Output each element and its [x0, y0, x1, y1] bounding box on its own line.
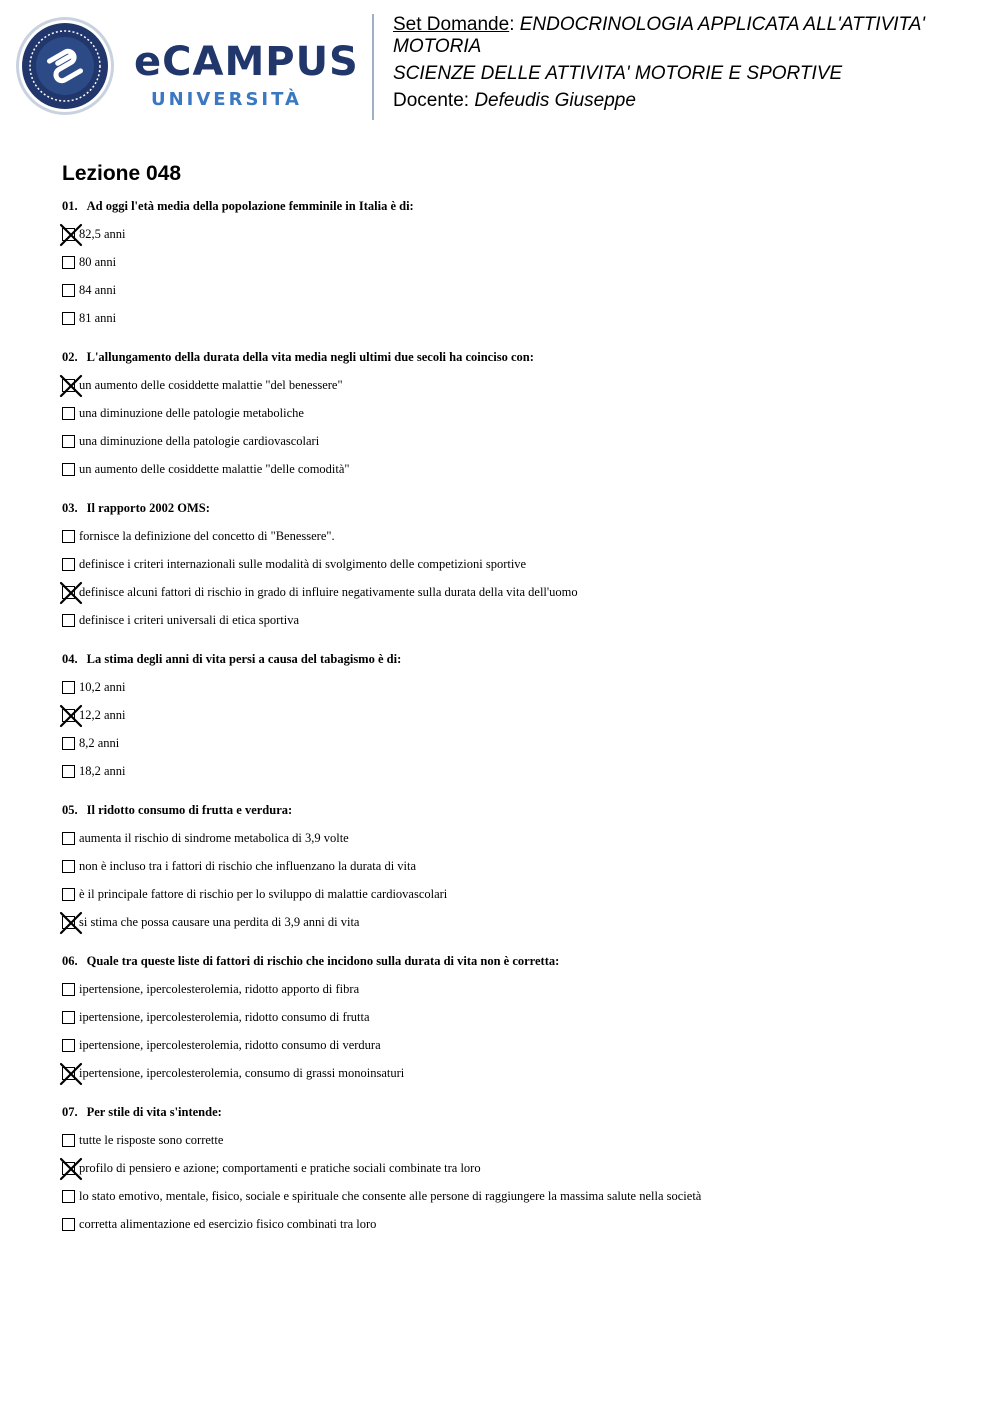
question-number: 05. [62, 803, 78, 817]
answer-text: una diminuzione delle patologie metaboliche [79, 405, 304, 420]
answer-text: ipertensione, ipercolesterolemia, ridotto apporto di fibra [79, 981, 360, 996]
logo-wordmark: eCAMPUS [134, 39, 359, 85]
question-number: 02. [62, 350, 78, 364]
answer-checkbox[interactable] [62, 530, 75, 543]
question-body: Per stile di vita s'intende: [86, 1105, 222, 1119]
question-text [62, 347, 962, 367]
answer-option[interactable] [62, 276, 962, 304]
answer-option[interactable] [62, 729, 962, 757]
answer-option[interactable] [62, 220, 962, 248]
set-title-continuation: MOTORIA [393, 36, 482, 57]
answer-text: un aumento delle cosiddette malattie "delle comodità" [79, 461, 350, 476]
question-block [62, 347, 962, 498]
answer-text: è il principale fattore di rischio per lo sviluppo di malattie cardiovascolari [79, 886, 448, 901]
question-text [62, 1102, 962, 1122]
set-separator: : [509, 14, 520, 35]
answer-option[interactable] [62, 880, 962, 908]
answer-checkbox[interactable] [62, 463, 75, 476]
question-number: 07. [62, 1105, 78, 1119]
answer-checkbox[interactable] [62, 1190, 75, 1203]
set-title-line [393, 14, 983, 36]
answer-checkbox[interactable] [62, 737, 75, 750]
answer-checkbox[interactable] [62, 832, 75, 845]
answer-text: definisce i criteri universali di etica sportiva [79, 612, 300, 627]
answer-text: un aumento delle cosiddette malattie "del benessere" [79, 377, 343, 392]
cross-mark-icon [60, 1063, 82, 1085]
answer-checkbox[interactable] [62, 614, 75, 627]
answer-option[interactable] [62, 757, 962, 785]
answer-option[interactable] [62, 606, 962, 634]
answer-text: 18,2 anni [79, 763, 126, 778]
answer-checkbox[interactable] [62, 860, 75, 873]
question-number: 04. [62, 652, 78, 666]
ecampus-seal-icon [14, 16, 116, 116]
question-text [62, 951, 962, 971]
answer-checkbox-checked[interactable] [62, 916, 75, 929]
answer-option[interactable] [62, 908, 962, 936]
answer-option[interactable] [62, 399, 962, 427]
answer-text: 80 anni [79, 254, 117, 269]
answer-option[interactable] [62, 1126, 962, 1154]
answer-checkbox[interactable] [62, 558, 75, 571]
answer-option[interactable] [62, 852, 962, 880]
answer-option[interactable] [62, 304, 962, 332]
answer-checkbox[interactable] [62, 284, 75, 297]
question-body: Il ridotto consumo di frutta e verdura: [86, 803, 293, 817]
answer-checkbox[interactable] [62, 1134, 75, 1147]
answer-text: ipertensione, ipercolesterolemia, ridotto consumo di frutta [79, 1009, 370, 1024]
question-block [62, 196, 962, 347]
answer-checkbox[interactable] [62, 1011, 75, 1024]
answer-checkbox[interactable] [62, 435, 75, 448]
answer-checkbox[interactable] [62, 765, 75, 778]
answer-checkbox[interactable] [62, 312, 75, 325]
cross-mark-icon [60, 1158, 82, 1180]
question-number: 03. [62, 501, 78, 515]
answer-text: 81 anni [79, 310, 117, 325]
answer-text: 10,2 anni [79, 679, 126, 694]
teacher-name: Defeudis Giuseppe [474, 90, 636, 111]
answer-text: 8,2 anni [79, 735, 120, 750]
answer-text: ipertensione, ipercolesterolemia, consumo di grassi monoinsaturi [79, 1065, 405, 1080]
cross-mark-icon [60, 375, 82, 397]
answer-option[interactable] [62, 1031, 962, 1059]
page-header [0, 0, 1000, 130]
cross-mark-icon [60, 224, 82, 246]
teacher-label: Docente: [393, 90, 475, 111]
answer-option[interactable] [62, 975, 962, 1003]
question-body: L'allungamento della durata della vita media negli ultimi due secoli ha coinciso con: [86, 350, 534, 364]
answer-text: lo stato emotivo, mentale, fisico, sociale e spirituale che consente alle persone di raggiungere la massima salute nella società [79, 1188, 702, 1203]
answer-option[interactable] [62, 701, 962, 729]
answer-checkbox[interactable] [62, 888, 75, 901]
question-body: Il rapporto 2002 OMS: [86, 501, 210, 515]
answer-option[interactable] [62, 371, 962, 399]
answer-text: non è incluso tra i fattori di rischio che influenzano la durata di vita [79, 858, 417, 873]
question-block [62, 1102, 962, 1253]
answer-checkbox-checked[interactable] [62, 1162, 75, 1175]
answer-text: 12,2 anni [79, 707, 126, 722]
answer-checkbox-checked[interactable] [62, 709, 75, 722]
answer-text: aumenta il rischio di sindrome metabolica di 3,9 volte [79, 830, 349, 845]
question-block [62, 498, 962, 649]
answer-checkbox[interactable] [62, 681, 75, 694]
answer-option[interactable] [62, 455, 962, 483]
course-name: SCIENZE DELLE ATTIVITA' MOTORIE E SPORTIVE [393, 63, 843, 84]
question-text [62, 800, 962, 820]
answer-text: definisce i criteri internazionali sulle modalità di svolgimento delle competizioni sportive [79, 556, 527, 571]
question-number: 01. [62, 199, 78, 213]
answer-checkbox[interactable] [62, 1039, 75, 1052]
answer-option[interactable] [62, 550, 962, 578]
answer-text: corretta alimentazione ed esercizio fisico combinati tra loro [79, 1216, 377, 1231]
answer-option[interactable] [62, 1154, 962, 1182]
question-list [62, 196, 962, 1253]
cross-mark-icon [60, 705, 82, 727]
answer-checkbox[interactable] [62, 1218, 75, 1231]
header-info [393, 14, 983, 112]
answer-option[interactable] [62, 1059, 962, 1087]
ecampus-logo [14, 16, 359, 116]
question-body: Ad oggi l'età media della popolazione femminile in Italia è di: [86, 199, 414, 213]
answer-checkbox-checked[interactable] [62, 1067, 75, 1080]
answer-text: tutte le risposte sono corrette [79, 1132, 224, 1147]
answer-option[interactable] [62, 1003, 962, 1031]
question-text [62, 196, 962, 216]
answer-checkbox-checked[interactable] [62, 228, 75, 241]
answer-option[interactable] [62, 248, 962, 276]
answer-option[interactable] [62, 1210, 962, 1238]
answer-text: 82,5 anni [79, 226, 126, 241]
question-block [62, 951, 962, 1102]
answer-checkbox[interactable] [62, 407, 75, 420]
answer-text: una diminuzione della patologie cardiovascolari [79, 433, 320, 448]
answer-option[interactable] [62, 673, 962, 701]
answer-text: fornisce la definizione del concetto di "Benessere". [79, 528, 335, 543]
answer-text: ipertensione, ipercolesterolemia, ridotto consumo di verdura [79, 1037, 381, 1052]
question-number: 06. [62, 954, 78, 968]
answer-text: definisce alcuni fattori di rischio in grado di influire negativamente sulla durata della vita dell'uomo [79, 584, 578, 599]
answer-option[interactable] [62, 824, 962, 852]
answer-checkbox-checked[interactable] [62, 379, 75, 392]
lesson-title: Lezione 048 [62, 162, 182, 185]
answer-checkbox-checked[interactable] [62, 586, 75, 599]
answer-option[interactable] [62, 427, 962, 455]
answer-text: 84 anni [79, 282, 117, 297]
header-divider [372, 14, 374, 120]
answer-option[interactable] [62, 578, 962, 606]
set-label: Set Domande [393, 14, 510, 35]
cross-mark-icon [60, 912, 82, 934]
question-block [62, 649, 962, 800]
answer-text: profilo di pensiero e azione; comportamenti e pratiche sociali combinate tra loro [79, 1160, 481, 1175]
answer-text: si stima che possa causare una perdita di 3,9 anni di vita [79, 914, 360, 929]
set-title: ENDOCRINOLOGIA APPLICATA ALL'ATTIVITA' [519, 14, 926, 35]
question-body: Quale tra queste liste di fattori di rischio che incidono sulla durata di vita non è corretta: [86, 954, 560, 968]
answer-checkbox[interactable] [62, 983, 75, 996]
logo-subtitle: UNIVERSITÀ [151, 89, 302, 110]
answer-option[interactable] [62, 1182, 962, 1210]
teacher-line [393, 90, 983, 112]
question-block [62, 800, 962, 951]
answer-checkbox[interactable] [62, 256, 75, 269]
question-body: La stima degli anni di vita persi a causa del tabagismo è di: [86, 652, 402, 666]
question-text [62, 498, 962, 518]
question-text [62, 649, 962, 669]
answer-option[interactable] [62, 522, 962, 550]
cross-mark-icon [60, 582, 82, 604]
